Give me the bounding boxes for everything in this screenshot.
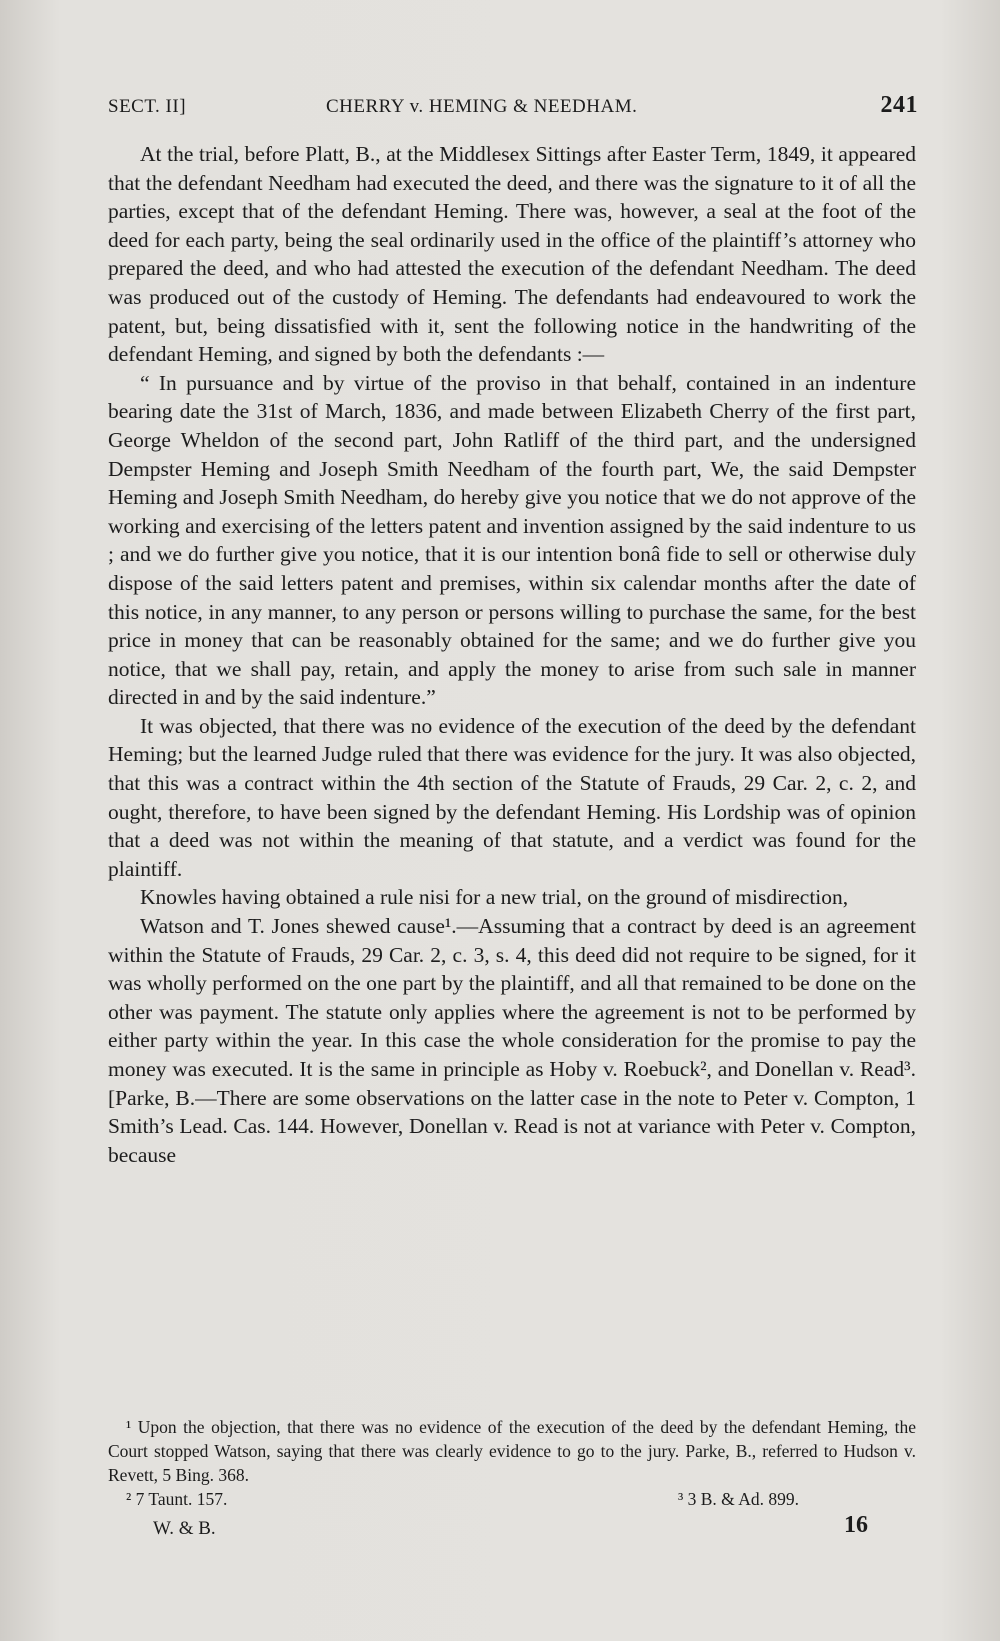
case-title: CHERRY v. HEMING & NEEDHAM.: [326, 96, 638, 117]
footnote-row: [108, 1487, 916, 1513]
paragraph-objection: It was objected, that there was no evidence of the execution of the deed by the defendant Heming; but the learned Judge ruled that there was evidence for the jury. It was also objected, that this was a contract within the 4th section of the Statute of Frauds, 29 Car. 2, c. 2, and ought, therefore, to have been signed by the defendant Heming. His Lordship was of opinion that a deed was not within the meaning of that statute, and a verdict was found for the plaintiff.: [108, 713, 916, 881]
footnote-2: ² 7 Taunt. 157.: [126, 1489, 228, 1509]
footnote-3: ³ 3 B. & Ad. 899.: [678, 1489, 799, 1509]
paragraph-rule-nisi: Knowles having obtained a rule nisi for a new trial, on the ground of misdirection,: [140, 885, 849, 910]
page-number: 241: [880, 92, 918, 118]
paragraph-notice: “ In pursuance and by virtue of the proviso in that behalf, contained in an indenture bearing date the 31st of March, 1836, and made between Elizabeth Cherry of the first part, George Wheldon of the second part, John Ratliff of the third part, and the undersigned Dempster Heming and Joseph Smith Needham of the fourth part, We, the said Dempster Heming and Joseph Smith Needham, do hereby give you notice that we do not approve of the working and exercising of the letters patent and invention assigned by the said indenture to us ; and we do further give you notice, that it is our intention bonâ fide to sell or otherwise duly dispose of the said letters patent and premises, within six calendar months after the date of this notice, in any manner, to any person or persons willing to purchase the same, for the best price in money that can be reasonably obtained for the same; and we do further give you notice, that we shall pay, retain, and apply the money to arise from such sale in manner directed in and by the said indenture.”: [108, 370, 916, 710]
paragraph-trial: At the trial, before Platt, B., at the Middlesex Sittings after Easter Term, 1849, it appeared that the defendant Needham had executed the deed, and there was the signature to it of all the parties, except that of the defendant Heming. There was, however, a seal at the foot of the deed for each party, being the seal ordinarily used in the office of the plaintiff’s attorney who prepared the deed, and who had attested the execution of the defendant Needham. The deed was produced out of the custody of Heming. The defendants had endeavoured to work the patent, but, being dissatisfied with it, sent the following notice in the handwriting of the defendant Heming, and signed by both the defendants :—: [108, 142, 916, 367]
footnote-1: ¹ Upon the objection, that there was no evidence of the execution of the deed by the defendant Heming, the Court stopped Watson, saying that there was clearly evidence to go to the jury. Parke, B., referred to Hudson v. Revett, 5 Bing. 368.: [108, 1417, 916, 1485]
printer-mark: W. & B.: [153, 1518, 216, 1539]
page-footer: [108, 1512, 868, 1542]
main-text: [108, 140, 916, 1169]
signature-number: 16: [844, 1512, 868, 1538]
paragraph-shewed-cause: Watson and T. Jones shewed cause¹.—Assuming that a contract by deed is an agreement within the Statute of Frauds, 29 Car. 2, c. 3, s. 4, this deed did not require to be signed, for it was wholly performed on the one part by the plaintiff, and all that remained to be done on the other was payment. The statute only applies where the agreement is not to be performed by either party within the year. In this case the whole consideration for the promise to pay the money was executed. It is the same in principle as Hoby v. Roebuck², and Donellan v. Read³. [Parke, B.—There are some observations on the latter case in the note to Peter v. Compton, 1 Smith’s Lead. Cas. 144. However, Donellan v. Read is not at variance with Peter v. Compton, because: [108, 914, 916, 1167]
section-label: SECT. II]: [108, 96, 187, 117]
running-header: [108, 92, 918, 122]
footnotes: [108, 1415, 916, 1513]
